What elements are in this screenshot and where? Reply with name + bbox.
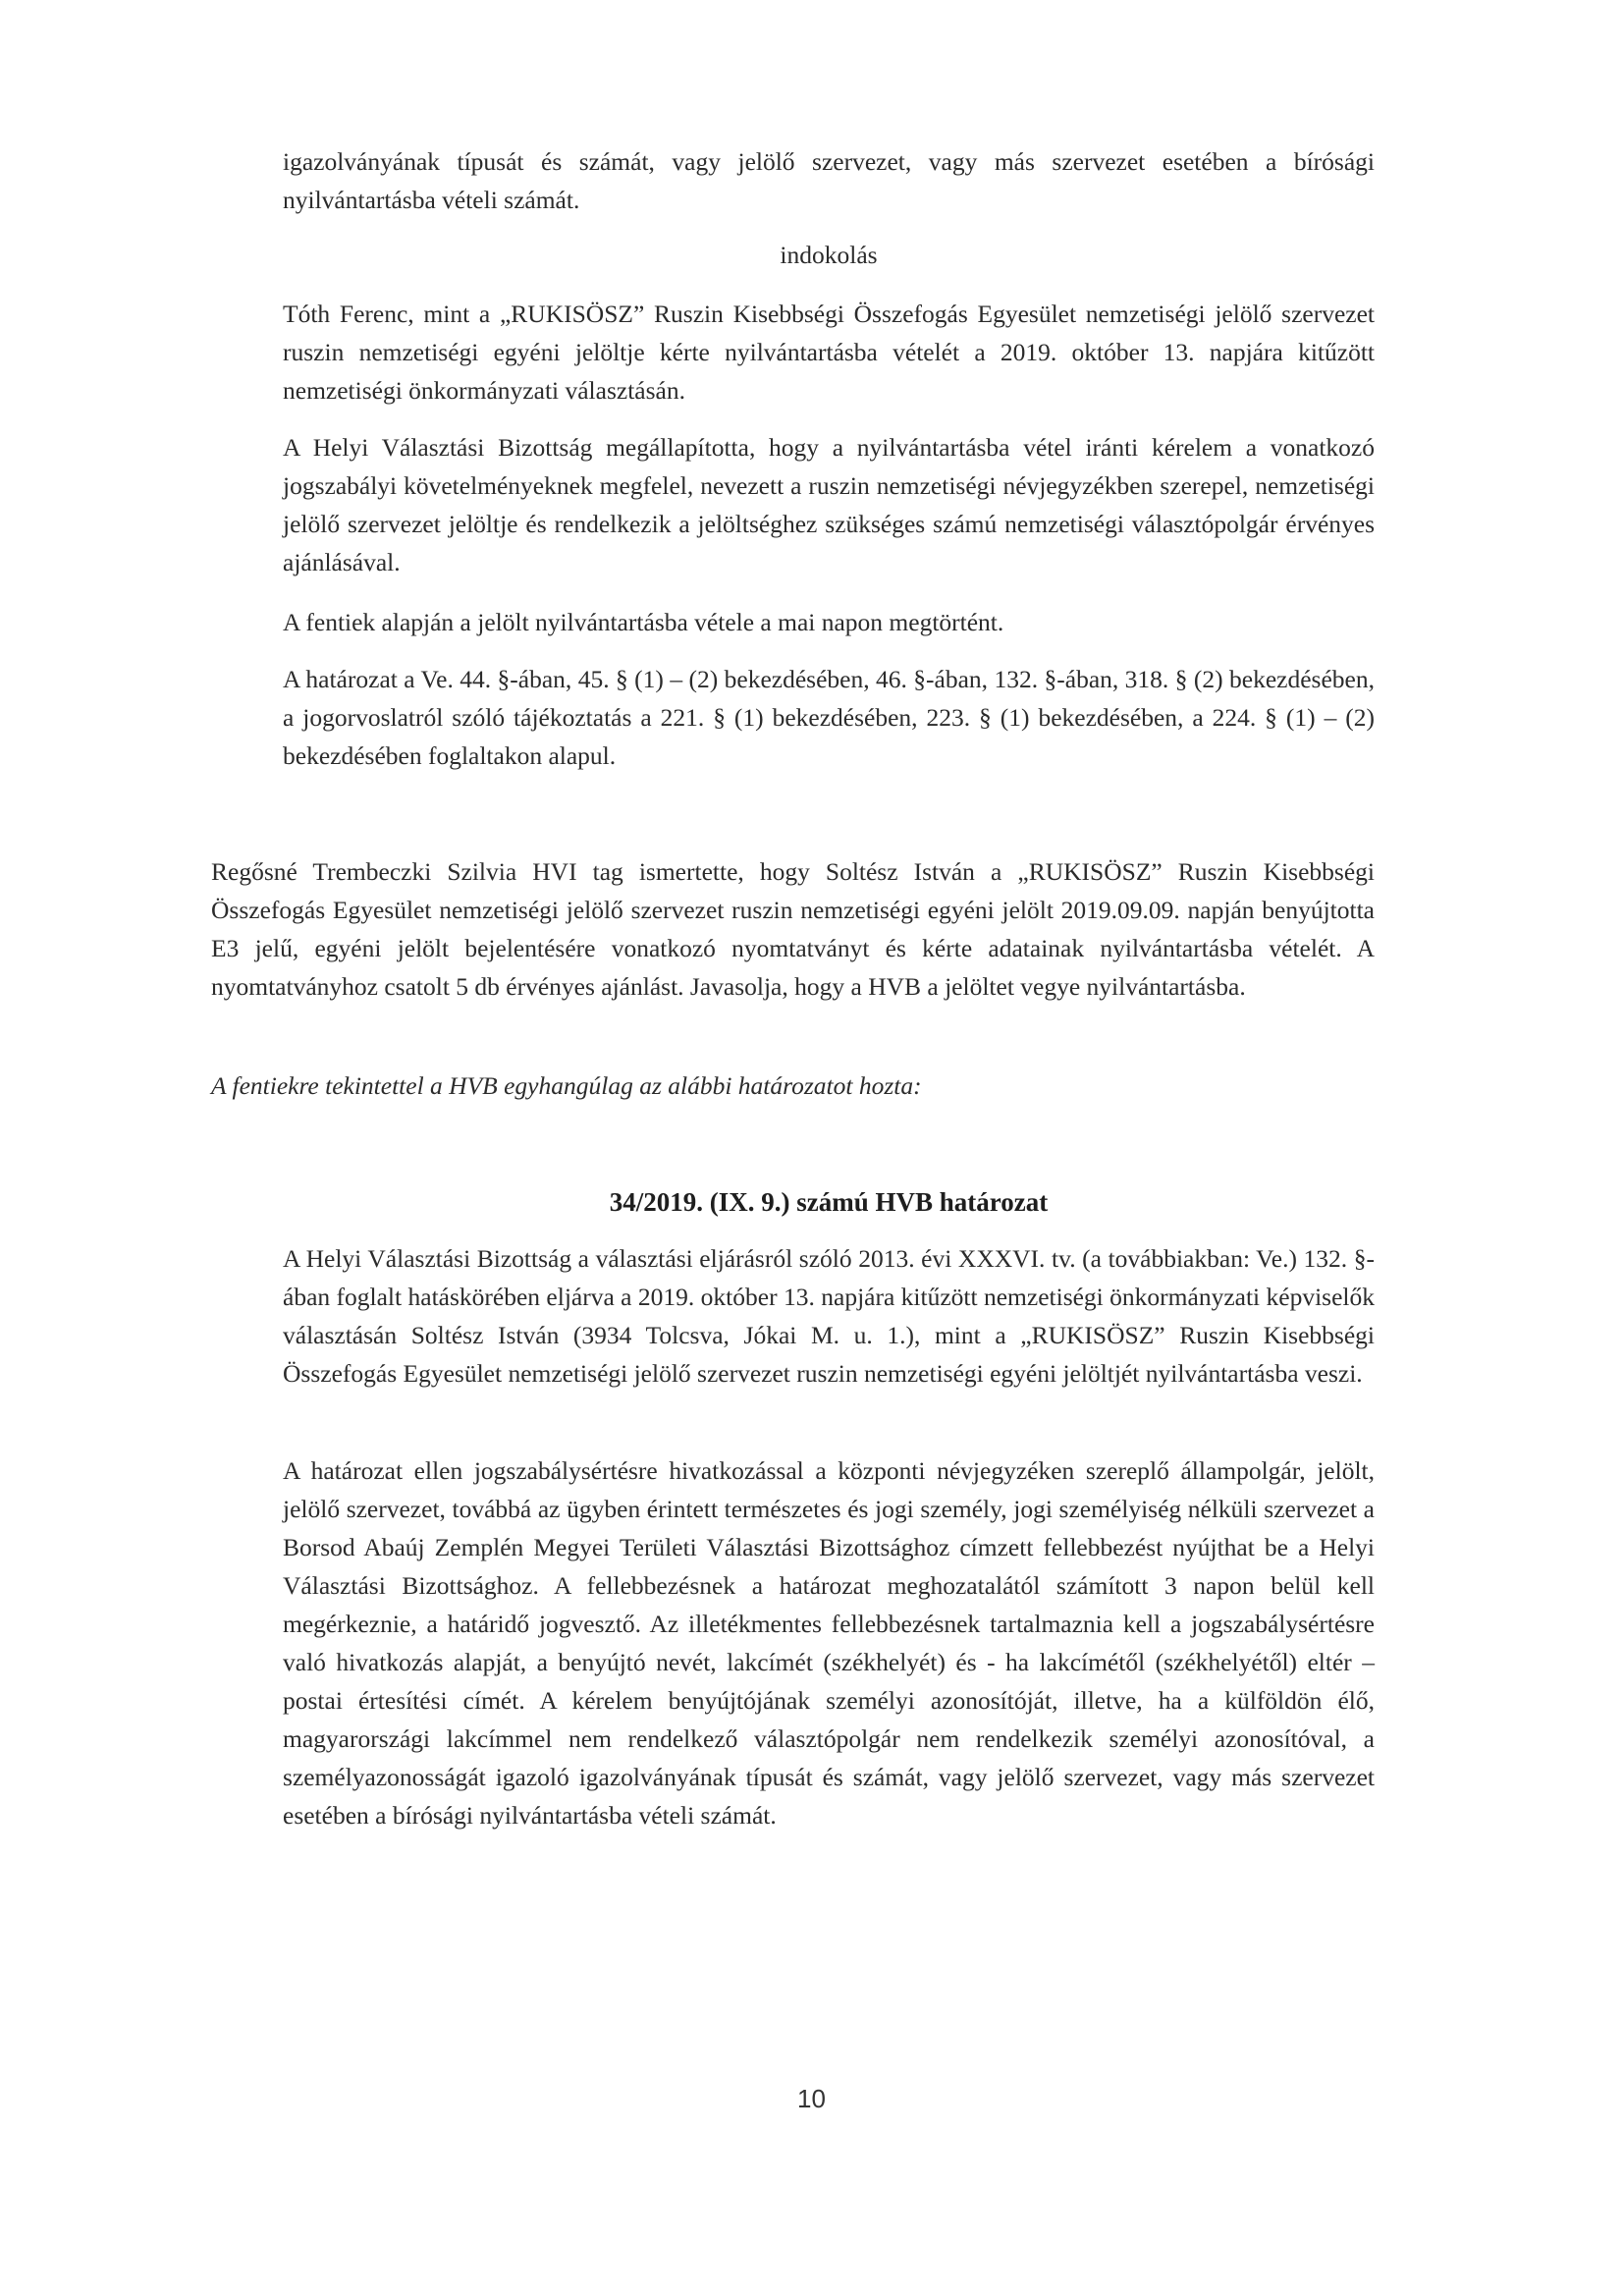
paragraph-legal-basis: A határozat a Ve. 44. §-ában, 45. § (1) – (2) bekezdésében, 46. §-ában, 132. §-ában, 318. § (2) bekezdésében, a jogorvoslatról szóló tájékoztatás a 221. § (1) bekezdésében, 223. § (1) bekezdésében, a 224. § (1) – (2) bekezdésében foglaltakon alapul. (283, 665, 1375, 770)
paragraph-hvi-report: Regősné Trembeczki Szilvia HVI tag ismertette, hogy Soltész István a „RUKISÖSZ” Ruszin Kisebbségi Összefogás Egyesület nemzetiségi jelölő szervezet ruszin nemzetiségi egyéni jelölt 2019.09.09. napján benyújtotta E3 jelű, egyéni jelölt bejelentésére vonatkozó nyomtatványt és kérte adatainak nyilvántartásba vételét. A nyomtatványhoz csatolt 5 db érvényes ajánlást. Javasolja, hogy a HVB a jelöltet vegye nyilvántartásba. (211, 857, 1375, 1001)
paragraph-committee-finding: A Helyi Választási Bizottság megállapította, hogy a nyilvántartásba vétel iránti kérelem a vonatkozó jogszabályi követelményeknek megfelel, nevezett a ruszin nemzetiségi névjegyzékben szerepel, nemzetiségi jelölő szervezet jelöltje és rendelkezik a jelöltséghez szükséges számú nemzetiségi választópolgár érvényes ajánlásával. (283, 433, 1375, 576)
paragraph-registration-completed: A fentiek alapján a jelölt nyilvántartásba vétele a mai napon megtörtént. (283, 608, 1004, 636)
paragraph-unanimous-decision: A fentiekre tekintettel a HVB egyhangúlag az alábbi határozatot hozta: (211, 1071, 922, 1100)
page-number: 10 (797, 2084, 826, 2113)
paragraph-id-card-continuation: igazolványának típusát és számát, vagy jelölő szervezet, vagy más szervezet esetében a bírósági nyilvántartásba vételi számát. (283, 147, 1375, 214)
resolution-title: 34/2019. (IX. 9.) számú HVB határozat (609, 1187, 1049, 1217)
paragraph-appeal-information: A határozat ellen jogszabálysértésre hivatkozással a központi névjegyzéken szereplő állampolgár, jelölt, jelölő szervezet, továbbá az ügyben érintett természetes és jogi személy, jogi személyiség nélküli szervezet a Borsod Abaúj Zemplén Megyei Területi Választási Bizottsághoz címzett fellebbezést nyújthat be a Helyi Választási Bizottsághoz. A fellebbezésnek a határozat meghozatalától számított 3 napon belül kell megérkeznie, a határidő jogvesztő. Az illetékmentes fellebbezésnek tartalmaznia kell a jogszabálysértésre való hivatkozás alapját, a benyújtó nevét, lakcímét (székhelyét) és - ha lakcímétől (székhelyétől) eltér – postai értesítési címét. A kérelem benyújtójának személyi azonosítóját, illetve, ha a külföldön élő, magyarországi lakcímmel nem rendelkező választópolgár nem rendelkezik személyi azonosítóval, a személyazonosságát igazoló igazolványának típusát és számát, vagy jelölő szervezet, vagy más szervezet esetében a bírósági nyilvántartásba vételi számát. (283, 1456, 1375, 1830)
reasoning-heading: indokolás (780, 241, 878, 269)
paragraph-toth-ferenc-request: Tóth Ferenc, mint a „RUKISÖSZ” Ruszin Kisebbségi Összefogás Egyesület nemzetiségi jelölő szervezet ruszin nemzetiségi egyéni jelöltje kérte nyilvántartásba vételét a 2019. október 13. napjára kitűzött nemzetiségi önkormányzati választásán. (283, 300, 1375, 405)
paragraph-resolution-body: A Helyi Választási Bizottság a választási eljárásról szóló 2013. évi XXXVI. tv. (a továbbiakban: Ve.) 132. §-ában foglalt hatáskörében eljárva a 2019. október 13. napjára kitűzött nemzetiségi önkormányzati képviselők választásán Soltész István (3934 Tolcsva, Jókai M. u. 1.), mint a „RUKISÖSZ” Ruszin Kisebbségi Összefogás Egyesület nemzetiségi jelölő szervezet ruszin nemzetiségi egyéni jelöltjét nyilvántartásba veszi. (283, 1244, 1375, 1388)
